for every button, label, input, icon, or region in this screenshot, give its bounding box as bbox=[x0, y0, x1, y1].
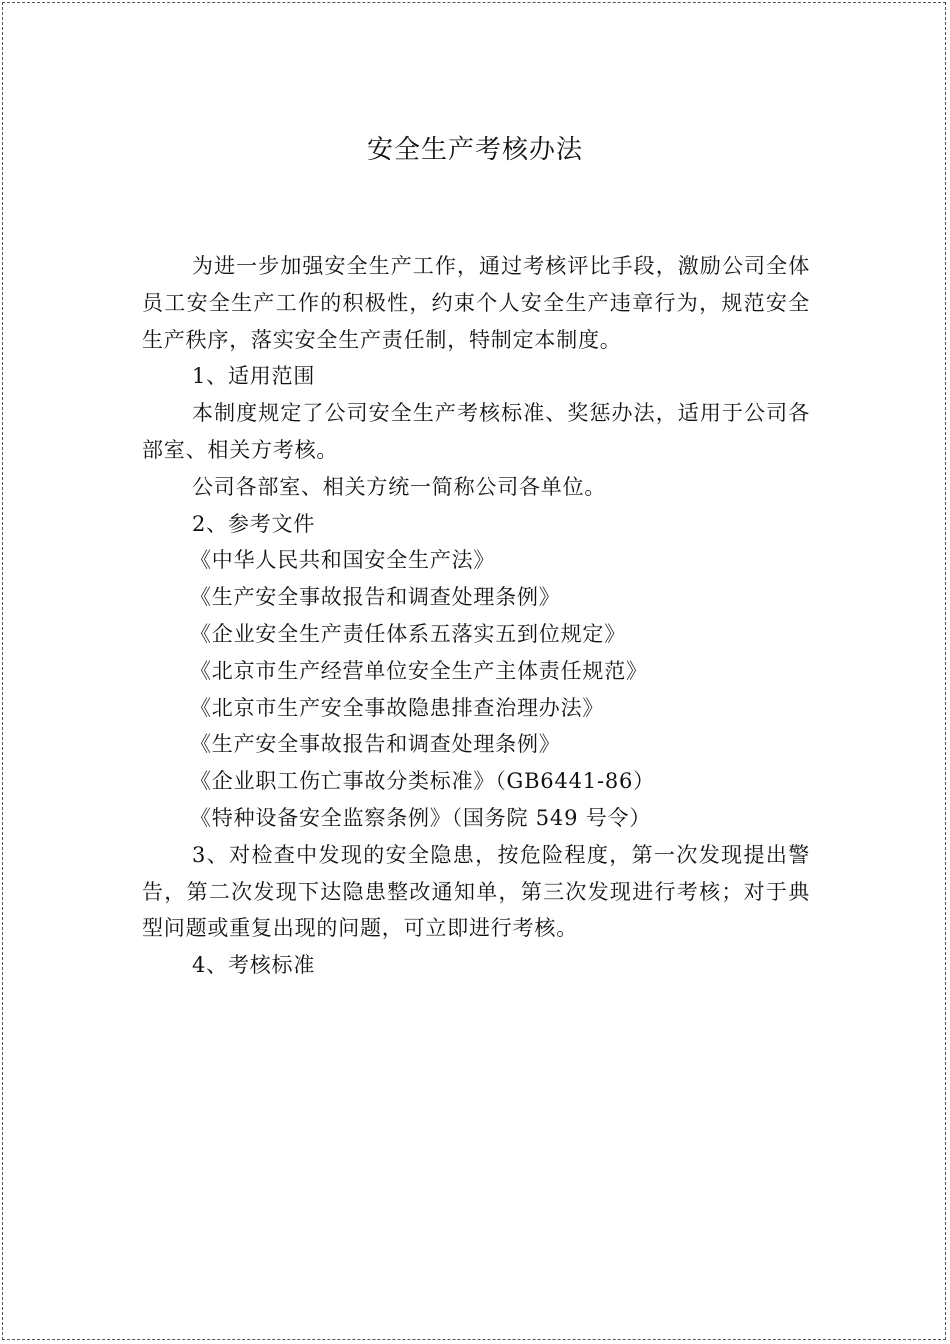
hazard-handling-paragraph: 3、对检查中发现的安全隐患，按危险程度，第一次发现提出警告，第二次发现下达隐患整改通知单，第三次发现进行考核；对于典型问题或重复出现的问题，可立即进行考核。 bbox=[142, 842, 810, 941]
document-title: 安全生产考核办法 bbox=[366, 135, 583, 165]
reference-item: 《北京市生产安全事故隐患排查治理办法》 bbox=[190, 695, 605, 720]
scope-paragraph: 本制度规定了公司安全生产考核标准、奖惩办法，适用于公司各部室、相关方考核。 bbox=[142, 401, 810, 462]
reference-item: 《特种设备安全监察条例》（国务院 549 号令） bbox=[190, 805, 652, 830]
section-heading-standards: 4、考核标准 bbox=[192, 953, 316, 978]
reference-item: 《北京市生产经营单位安全生产主体责任规范》 bbox=[190, 658, 648, 683]
scope-abbreviation-paragraph: 公司各部室、相关方统一简称公司各单位。 bbox=[192, 474, 607, 499]
reference-item: 《中华人民共和国安全生产法》 bbox=[190, 548, 496, 573]
reference-item: 《生产安全事故报告和调查处理条例》 bbox=[190, 732, 561, 757]
section-heading-scope: 1、适用范围 bbox=[192, 364, 316, 389]
document-body bbox=[142, 248, 810, 984]
reference-item: 《生产安全事故报告和调查处理条例》 bbox=[190, 585, 561, 610]
reference-item: 《企业职工伤亡事故分类标准》（GB6441-86） bbox=[190, 769, 655, 794]
section-heading-references: 2、参考文件 bbox=[192, 511, 316, 536]
reference-list bbox=[142, 542, 810, 836]
reference-item: 《企业安全生产责任体系五落实五到位规定》 bbox=[190, 621, 626, 646]
intro-paragraph: 为进一步加强安全生产工作，通过考核评比手段，激励公司全体员工安全生产工作的积极性，约束个人安全生产违章行为，规范安全生产秩序，落实安全生产责任制，特制定本制度。 bbox=[142, 254, 810, 352]
